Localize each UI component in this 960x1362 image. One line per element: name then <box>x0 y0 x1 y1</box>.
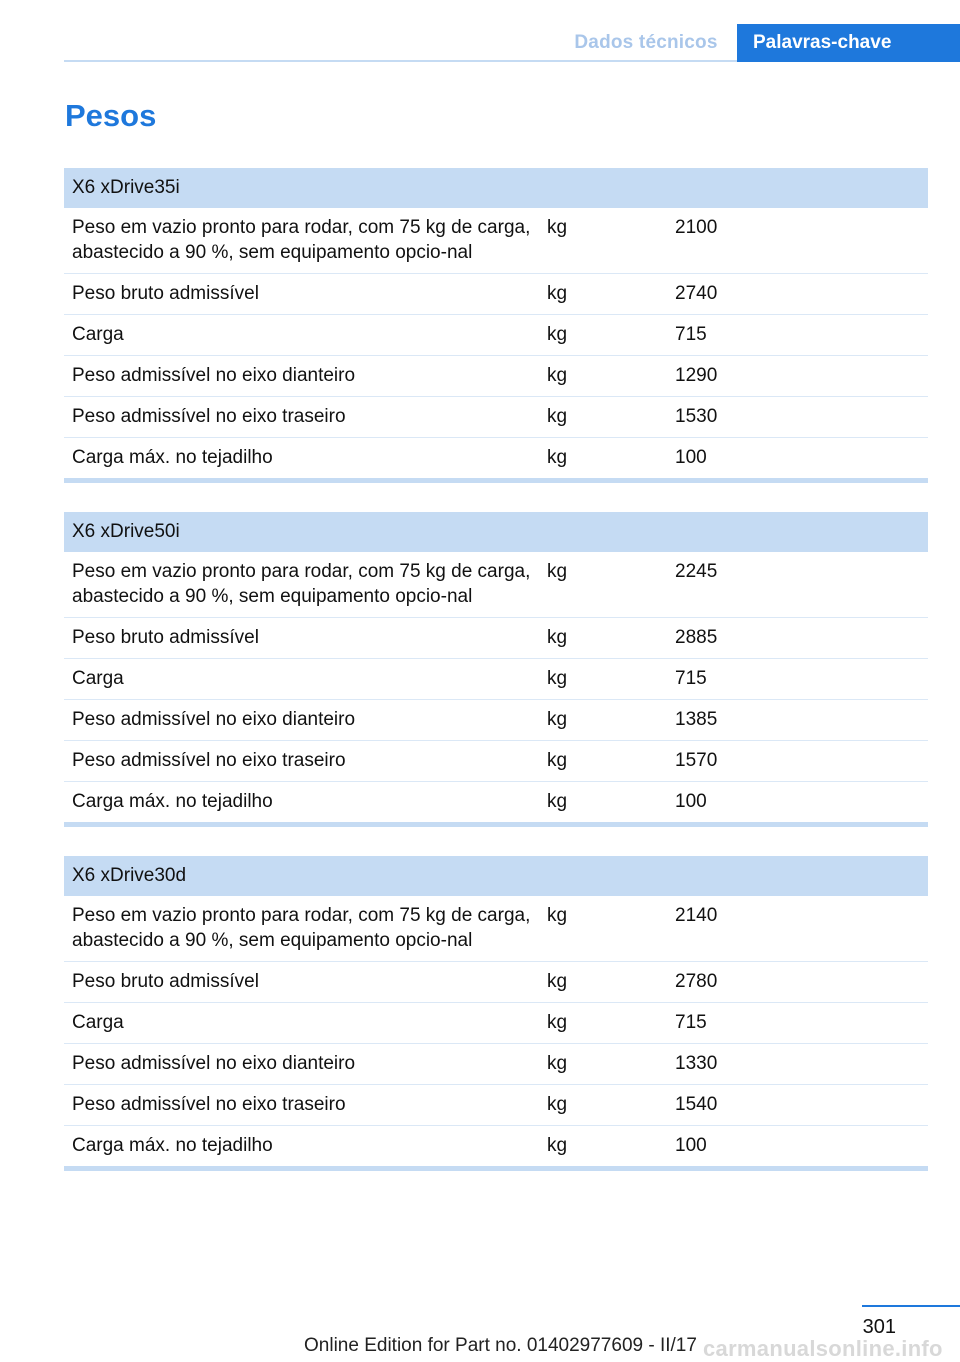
row-label: Peso em vazio pronto para rodar, com 75 kg de carga, abastecido a 90 %, sem equipamento opcio‐nal <box>64 552 539 618</box>
row-unit: kg <box>539 356 667 397</box>
table-row <box>64 1003 928 1044</box>
row-unit: kg <box>539 438 667 481</box>
row-value: 2100 <box>667 208 928 274</box>
row-label: Peso bruto admissível <box>64 274 539 315</box>
weights-table-xdrive50i <box>64 512 928 827</box>
row-unit: kg <box>539 315 667 356</box>
row-label: Peso admissível no eixo traseiro <box>64 741 539 782</box>
table-row <box>64 315 928 356</box>
table-row <box>64 208 928 274</box>
row-label: Peso admissível no eixo traseiro <box>64 397 539 438</box>
row-label: Peso admissível no eixo dianteiro <box>64 700 539 741</box>
row-value: 1570 <box>667 741 928 782</box>
row-unit: kg <box>539 741 667 782</box>
row-unit: kg <box>539 552 667 618</box>
watermark: carmanualsonline.info <box>703 1336 943 1361</box>
page-number: 301 <box>862 1316 896 1338</box>
table-row <box>64 741 928 782</box>
table-model-heading: X6 xDrive35i <box>64 168 928 208</box>
row-unit: kg <box>539 618 667 659</box>
row-value: 715 <box>667 659 928 700</box>
tab-dados-tecnicos[interactable]: Dados técnicos <box>574 32 718 53</box>
row-value: 715 <box>667 1003 928 1044</box>
table-row <box>64 896 928 962</box>
weights-table-xdrive30d <box>64 856 928 1171</box>
row-unit: kg <box>539 397 667 438</box>
table-row <box>64 782 928 825</box>
row-value: 2780 <box>667 962 928 1003</box>
row-unit: kg <box>539 782 667 825</box>
row-unit: kg <box>539 1126 667 1169</box>
table-row <box>64 274 928 315</box>
row-unit: kg <box>539 1003 667 1044</box>
row-label: Peso admissível no eixo traseiro <box>64 1085 539 1126</box>
table-row <box>64 552 928 618</box>
row-value: 2140 <box>667 896 928 962</box>
row-value: 1290 <box>667 356 928 397</box>
row-label: Peso bruto admissível <box>64 618 539 659</box>
tab-palavras-chave[interactable]: Palavras-chave <box>737 24 960 62</box>
row-unit: kg <box>539 274 667 315</box>
table-row <box>64 700 928 741</box>
row-value: 715 <box>667 315 928 356</box>
weights-table-xdrive35i <box>64 168 928 483</box>
row-unit: kg <box>539 659 667 700</box>
table-row <box>64 659 928 700</box>
row-label: Carga máx. no tejadilho <box>64 1126 539 1169</box>
table-row <box>64 397 928 438</box>
table-row <box>64 962 928 1003</box>
row-label: Peso admissível no eixo dianteiro <box>64 1044 539 1085</box>
row-label: Peso admissível no eixo dianteiro <box>64 356 539 397</box>
row-value: 2245 <box>667 552 928 618</box>
table-row <box>64 1126 928 1169</box>
row-value: 1330 <box>667 1044 928 1085</box>
row-unit: kg <box>539 896 667 962</box>
row-label: Peso em vazio pronto para rodar, com 75 kg de carga, abastecido a 90 %, sem equipamento opcio‐nal <box>64 208 539 274</box>
table-row <box>64 438 928 481</box>
row-unit: kg <box>539 700 667 741</box>
row-label: Peso bruto admissível <box>64 962 539 1003</box>
row-label: Carga máx. no tejadilho <box>64 782 539 825</box>
row-value: 1530 <box>667 397 928 438</box>
row-value: 2740 <box>667 274 928 315</box>
table-row <box>64 1044 928 1085</box>
table-row <box>64 1085 928 1126</box>
weights-tables <box>64 168 928 1200</box>
table-row <box>64 618 928 659</box>
row-unit: kg <box>539 962 667 1003</box>
row-label: Carga <box>64 1003 539 1044</box>
row-value: 100 <box>667 1126 928 1169</box>
footer-divider <box>862 1305 960 1307</box>
row-value: 100 <box>667 782 928 825</box>
row-value: 1385 <box>667 700 928 741</box>
row-label: Carga <box>64 659 539 700</box>
row-value: 1540 <box>667 1085 928 1126</box>
row-value: 2885 <box>667 618 928 659</box>
row-label: Carga máx. no tejadilho <box>64 438 539 481</box>
row-label: Carga <box>64 315 539 356</box>
table-model-heading: X6 xDrive30d <box>64 856 928 896</box>
edition-text: Online Edition for Part no. 01402977609 - II/17 <box>304 1335 697 1356</box>
row-unit: kg <box>539 1044 667 1085</box>
row-unit: kg <box>539 208 667 274</box>
table-model-heading: X6 xDrive50i <box>64 512 928 552</box>
page-title: Pesos <box>65 98 157 133</box>
table-row <box>64 356 928 397</box>
row-unit: kg <box>539 1085 667 1126</box>
row-label: Peso em vazio pronto para rodar, com 75 kg de carga, abastecido a 90 %, sem equipamento opcio‐nal <box>64 896 539 962</box>
row-value: 100 <box>667 438 928 481</box>
